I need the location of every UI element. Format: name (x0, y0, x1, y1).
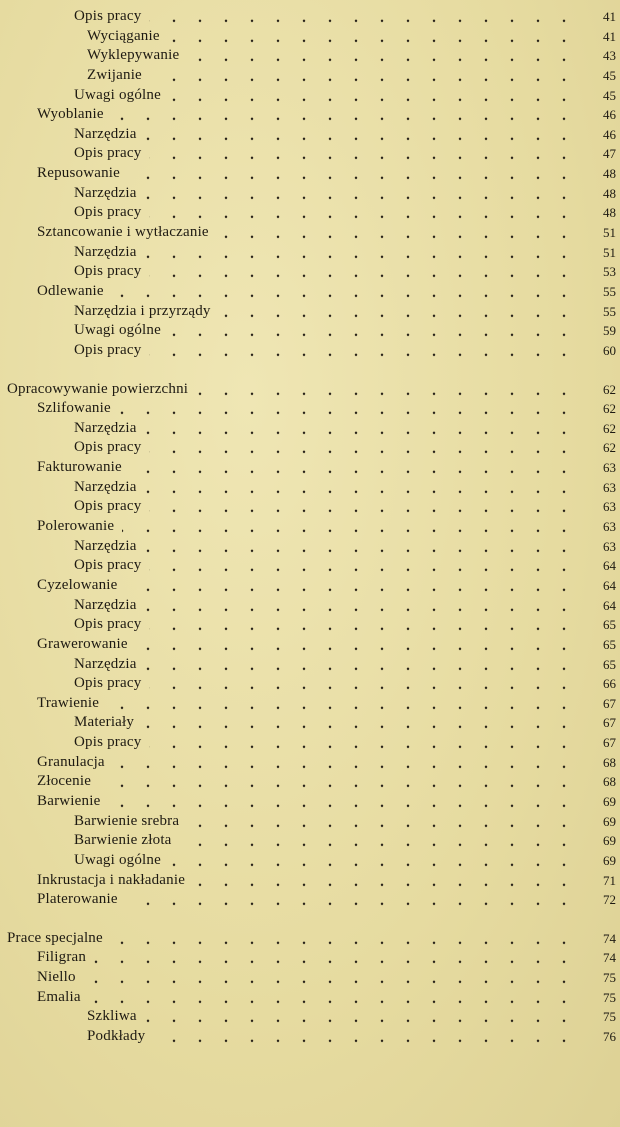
toc-entry-page-number: 63 (603, 519, 616, 535)
dot-leader (149, 556, 580, 576)
toc-entry-page-number: 63 (603, 538, 616, 554)
toc-entry-title: Narzędzia (74, 419, 137, 436)
toc-entry-title: Opis pracy (74, 734, 142, 751)
toc-entry-title: Wyoblanie (37, 106, 104, 123)
toc-entry-page-number: 43 (603, 48, 616, 64)
toc-entry (0, 223, 620, 243)
toc-entry-page-number: 66 (603, 676, 616, 692)
toc-entry-page-number: 48 (603, 185, 616, 201)
toc-entry (0, 478, 620, 498)
toc-entry-title: Opracowywanie powierzchni (7, 380, 189, 397)
toc-entry-page-number: 48 (603, 205, 616, 221)
toc-entry-page-number: 76 (603, 1029, 616, 1045)
toc-entry-title: Niello (37, 969, 76, 986)
dot-leader (126, 890, 580, 910)
toc-entry (0, 871, 620, 891)
toc-entry (0, 243, 620, 263)
toc-entry-page-number: 60 (603, 342, 616, 358)
dot-leader (145, 655, 580, 675)
toc-entry-page-number: 74 (603, 950, 616, 966)
dot-leader (169, 86, 580, 106)
toc-entry (0, 831, 620, 851)
toc-entry (0, 7, 620, 27)
toc-entry (0, 851, 620, 871)
toc-entry (0, 537, 620, 557)
toc-entry-page-number: 63 (603, 479, 616, 495)
toc-entry-page-number: 64 (603, 558, 616, 574)
toc-entry (0, 772, 620, 792)
toc-entry-title: Opis pracy (74, 263, 142, 280)
toc-entry (0, 713, 620, 733)
dot-leader (187, 812, 580, 832)
toc-entry (0, 497, 620, 517)
toc-entry-page-number: 62 (603, 381, 616, 397)
dot-leader (145, 243, 580, 263)
toc-entry-title: Filigran (37, 949, 87, 966)
toc-entry-title: Opis pracy (74, 616, 142, 633)
toc-entry-title: Opis pracy (74, 204, 142, 221)
toc-entry-page-number: 62 (603, 401, 616, 417)
toc-entry (0, 694, 620, 714)
toc-entry-title: Uwagi ogólne (74, 322, 161, 339)
toc-entry-page-number: 62 (603, 440, 616, 456)
dot-leader (149, 497, 580, 517)
toc-entry (0, 125, 620, 145)
toc-entry-title: Polerowanie (37, 518, 115, 535)
toc-entry-title: Narzędzia (74, 596, 137, 613)
toc-entry-page-number: 71 (603, 872, 616, 888)
dot-leader (149, 262, 580, 282)
toc-entry-title: Granulacja (37, 753, 105, 770)
toc-entry-page-number: 46 (603, 126, 616, 142)
dot-leader (112, 282, 580, 302)
toc-entry-page-number: 63 (603, 460, 616, 476)
toc-entry-title: Szkliwa (87, 1008, 137, 1025)
toc-entry-page-number: 65 (603, 636, 616, 652)
toc-entry-title: Barwienie srebra (74, 812, 180, 829)
dot-leader (187, 46, 580, 66)
toc-entry (0, 948, 620, 968)
toc-entry (0, 66, 620, 86)
dot-leader (145, 1007, 580, 1027)
dot-leader (107, 694, 580, 714)
toc-entry-title: Opis pracy (74, 498, 142, 515)
toc-entry (0, 282, 620, 302)
toc-entry (0, 576, 620, 596)
toc-entry-title: Opis pracy (74, 675, 142, 692)
toc-entry-title: Narzędzia (74, 537, 137, 554)
toc-entry-title: Opis pracy (74, 341, 142, 358)
toc-entry-title: Cyzelowanie (37, 576, 118, 593)
toc-entry-title: Materiały (74, 714, 135, 731)
toc-entry-title: Opis pracy (74, 145, 142, 162)
dot-leader (149, 674, 580, 694)
dot-leader (168, 27, 580, 47)
toc-entry-page-number: 47 (603, 146, 616, 162)
dot-leader (119, 399, 580, 419)
toc-entry (0, 458, 620, 478)
toc-entry-title: Zwijanie (87, 66, 142, 83)
dot-leader (113, 753, 580, 773)
toc-entry-page-number: 74 (603, 930, 616, 946)
toc-entry (0, 321, 620, 341)
dot-leader (149, 203, 580, 223)
dot-leader (128, 164, 580, 184)
toc-entry-page-number: 65 (603, 656, 616, 672)
toc-entry-page-number: 68 (603, 774, 616, 790)
toc-entry-page-number: 64 (603, 577, 616, 593)
dot-leader (126, 576, 580, 596)
toc-entry (0, 968, 620, 988)
dot-leader (145, 478, 580, 498)
toc-entry-title: Odlewanie (37, 282, 104, 299)
dot-leader (153, 1027, 580, 1047)
dot-leader (111, 929, 580, 949)
toc-entry-page-number: 51 (603, 244, 616, 260)
dot-leader (89, 988, 580, 1008)
table-of-contents (0, 7, 620, 1047)
toc-entry (0, 438, 620, 458)
toc-entry (0, 556, 620, 576)
toc-entry-title: Narzędzia (74, 478, 137, 495)
toc-entry-page-number: 41 (603, 28, 616, 44)
toc-entry-title: Podkłady (87, 1028, 146, 1045)
toc-entry (0, 144, 620, 164)
toc-entry-page-number: 68 (603, 754, 616, 770)
dot-leader (149, 438, 580, 458)
toc-entry (0, 890, 620, 910)
toc-entry (0, 203, 620, 223)
dot-leader (142, 713, 580, 733)
toc-entry (0, 27, 620, 47)
dot-leader (145, 125, 580, 145)
dot-leader (149, 615, 580, 635)
toc-entry (0, 929, 620, 949)
dot-leader (94, 948, 580, 968)
toc-entry-page-number: 64 (603, 597, 616, 613)
toc-entry (0, 302, 620, 322)
dot-leader (112, 105, 580, 125)
toc-entry-page-number: 67 (603, 735, 616, 751)
dot-leader (145, 596, 580, 616)
toc-entry-page-number: 69 (603, 852, 616, 868)
toc-entry (0, 262, 620, 282)
toc-entry (0, 419, 620, 439)
toc-entry-title: Narzędzia (74, 125, 137, 142)
toc-entry-title: Trawienie (37, 694, 100, 711)
toc-entry-title: Wyklepywanie (87, 47, 180, 64)
toc-entry-title: Opis pracy (74, 8, 142, 24)
dot-leader (99, 772, 580, 792)
toc-entry (0, 105, 620, 125)
dot-leader (108, 792, 580, 812)
toc-entry (0, 615, 620, 635)
toc-entry-page-number: 69 (603, 793, 616, 809)
dot-leader (169, 851, 580, 871)
toc-entry-title: Złocenie (37, 773, 92, 790)
toc-entry-title: Platerowanie (37, 891, 118, 908)
toc-entry-title: Opis pracy (74, 557, 142, 574)
toc-entry-page-number: 51 (603, 225, 616, 241)
dot-leader (145, 537, 580, 557)
toc-entry-page-number: 45 (603, 87, 616, 103)
dot-leader (150, 66, 580, 86)
toc-entry (0, 46, 620, 66)
toc-entry-page-number: 75 (603, 989, 616, 1005)
toc-entry-title: Fakturowanie (37, 459, 122, 476)
toc-entry-page-number: 41 (603, 9, 616, 24)
toc-entry (0, 596, 620, 616)
toc-entry (0, 164, 620, 184)
toc-entry-page-number: 45 (603, 67, 616, 83)
toc-entry-page-number: 53 (603, 264, 616, 280)
toc-entry-page-number: 48 (603, 166, 616, 182)
toc-entry-title: Barwienie (37, 792, 101, 809)
toc-entry-title: Narzędzia i przyrządy (74, 302, 211, 319)
dot-leader (169, 321, 580, 341)
toc-entry-page-number: 62 (603, 420, 616, 436)
toc-entry-title: Grawerowanie (37, 635, 128, 652)
dot-leader (193, 871, 580, 891)
toc-entry (0, 733, 620, 753)
toc-entry-page-number: 75 (603, 1009, 616, 1025)
toc-entry-page-number: 75 (603, 970, 616, 986)
toc-entry (0, 86, 620, 106)
dot-leader (180, 831, 580, 851)
dot-leader (149, 733, 580, 753)
dot-leader (130, 458, 580, 478)
toc-entry-page-number: 72 (603, 892, 616, 908)
toc-entry (0, 674, 620, 694)
dot-leader (217, 223, 580, 243)
dot-leader (149, 341, 580, 361)
toc-entry-title: Szlifowanie (37, 400, 111, 417)
toc-entry-title: Narzędzia (74, 243, 137, 260)
dot-leader (136, 635, 580, 655)
toc-entry-title: Uwagi ogólne (74, 86, 161, 103)
toc-entry-page-number: 65 (603, 617, 616, 633)
toc-entry (0, 988, 620, 1008)
toc-entry (0, 341, 620, 361)
dot-leader (219, 302, 580, 322)
dot-leader (145, 419, 580, 439)
toc-entry-title: Uwagi ogólne (74, 851, 161, 868)
toc-entry-title: Narzędzia (74, 184, 137, 201)
dot-leader (149, 144, 580, 164)
toc-entry-page-number: 55 (603, 283, 616, 299)
dot-leader (84, 968, 580, 988)
toc-entry-page-number: 59 (603, 323, 616, 339)
toc-entry (0, 1027, 620, 1047)
toc-entry (0, 753, 620, 773)
toc-entry (0, 184, 620, 204)
toc-entry-title: Barwienie złota (74, 832, 172, 849)
toc-entry-title: Sztancowanie i wytłaczanie (37, 224, 209, 241)
toc-entry (0, 517, 620, 537)
dot-leader (149, 7, 580, 27)
toc-entry-title: Narzędzia (74, 655, 137, 672)
toc-entry-title: Repusowanie (37, 165, 121, 182)
toc-entry-title: Emalia (37, 988, 81, 1005)
toc-entry-page-number: 46 (603, 107, 616, 123)
toc-entry-page-number: 69 (603, 833, 616, 849)
toc-entry-page-number: 63 (603, 499, 616, 515)
toc-entry-page-number: 69 (603, 813, 616, 829)
toc-entry-title: Inkrustacja i nakładanie (37, 871, 186, 888)
toc-entry-page-number: 55 (603, 303, 616, 319)
toc-entry (0, 655, 620, 675)
toc-entry-page-number: 67 (603, 695, 616, 711)
toc-entry (0, 792, 620, 812)
toc-entry-title: Wyciąganie (87, 27, 160, 44)
dot-leader (196, 380, 580, 400)
toc-entry (0, 399, 620, 419)
toc-entry (0, 812, 620, 832)
toc-entry-title: Prace specjalne (7, 929, 103, 946)
toc-entry (0, 1007, 620, 1027)
toc-entry-title: Opis pracy (74, 439, 142, 456)
toc-entry (0, 635, 620, 655)
dot-leader (122, 517, 580, 537)
toc-entry-page-number: 67 (603, 715, 616, 731)
dot-leader (145, 184, 580, 204)
toc-entry (0, 380, 620, 400)
